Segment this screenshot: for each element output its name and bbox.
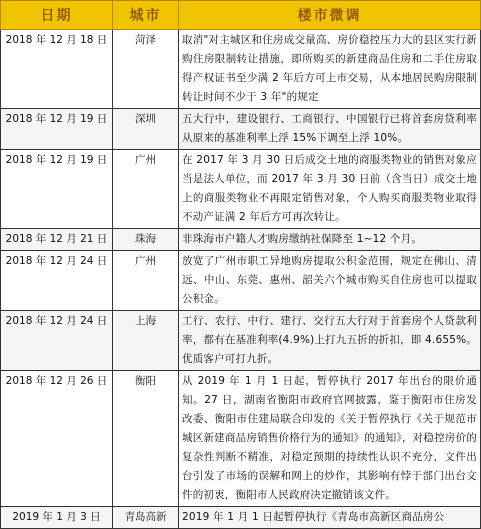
- table-row: [1, 371, 481, 507]
- cell-city: 上海: [113, 311, 179, 371]
- cell-city: 衡阳: [113, 371, 179, 507]
- header-date: 日期: [1, 1, 113, 30]
- cell-city: 广州: [113, 251, 179, 311]
- cell-news: 工行、农行、中行、建行、交行五大行对于首套房个人贷款利率，都有在基准利率(4.9%)上打九五折的折扣，即 4.655%。优质客户可打九折。: [179, 311, 481, 371]
- header-news: 楼市微调: [179, 1, 481, 30]
- cell-date: 2018 年 12 月 24 日: [1, 251, 113, 311]
- header-city: 城市: [113, 1, 179, 30]
- cell-city: 深圳: [113, 109, 179, 150]
- table-row: [1, 251, 481, 311]
- cell-news: 取消"对主城区和住房成交量高、房价稳控压力大的县区实行新购住房限制转让措施，即所购买的新建商品住房和二手住房取得产权证书至少满 2 年后方可上市交易，从本地居民购房限制转让时间不少于 3 年"的规定: [179, 30, 481, 109]
- cell-date: 2018 年 12 月 21 日: [1, 229, 113, 251]
- cell-news: 2019 年 1 月 1 日起暂停执行《青岛市高新区商品房公: [179, 507, 481, 529]
- cell-date: 2019 年 1 月 3 日: [1, 507, 113, 529]
- cell-news: 在 2017 年 3 月 30 日后成交土地的商服类物业的销售对象应当是法人单位，而 2017 年 3 月 30 日前（含当日）成交土地上的商服类物业不再限定销售对象，个人购买商服类物业取得不动产证满 2 年后方可再次转让。: [179, 150, 481, 229]
- cell-city: 菏泽: [113, 30, 179, 109]
- cell-date: 2018 年 12 月 26 日: [1, 371, 113, 507]
- cell-city: 珠海: [113, 229, 179, 251]
- table-row: [1, 30, 481, 109]
- header-row: [1, 1, 481, 30]
- cell-date: 2018 年 12 月 24 日: [1, 311, 113, 371]
- cell-news: 从 2019 年 1 月 1 日起，暂停执行 2017 年出台的限价通知。27 日，湖南省衡阳市政府官网披露，鉴于衡阳市住房发改委、衡阳市住建局联合印发的《关于暂停执行《关于规范市城区新建商品房销售价格行为的通知》的通知》，对稳控房价的复杂性判断不精准，对稳定预期的持续性认识不充分，文件出台引发了市场的误解和网上的炒作，其影响有悖于部门出台文件的初衷，衡阳市人民政府决定撤销该文件。: [179, 371, 481, 507]
- cell-news: 非珠海市户籍人才购房缴纳社保降至 1~12 个月。: [179, 229, 481, 251]
- cell-date: 2018 年 12 月 19 日: [1, 109, 113, 150]
- cell-news: 放宽了广州市职工异地购房提取公积金范围，规定在佛山、清远、中山、东莞、惠州、韶关六个城市购买自住房也可以提取公积金。: [179, 251, 481, 311]
- table-row: [1, 311, 481, 371]
- table-row: [1, 507, 481, 529]
- table-row: [1, 109, 481, 150]
- table-row: [1, 229, 481, 251]
- cell-city: 青岛高新: [113, 507, 179, 529]
- cell-date: 2018 年 12 月 19 日: [1, 150, 113, 229]
- table-row: [1, 150, 481, 229]
- cell-date: 2018 年 12 月 18 日: [1, 30, 113, 109]
- cell-news: 五大行中，建设银行、工商银行、中国银行已将首套房贷利率从原来的基准利率上浮 15%下调至上浮 10%。: [179, 109, 481, 150]
- cell-city: 广州: [113, 150, 179, 229]
